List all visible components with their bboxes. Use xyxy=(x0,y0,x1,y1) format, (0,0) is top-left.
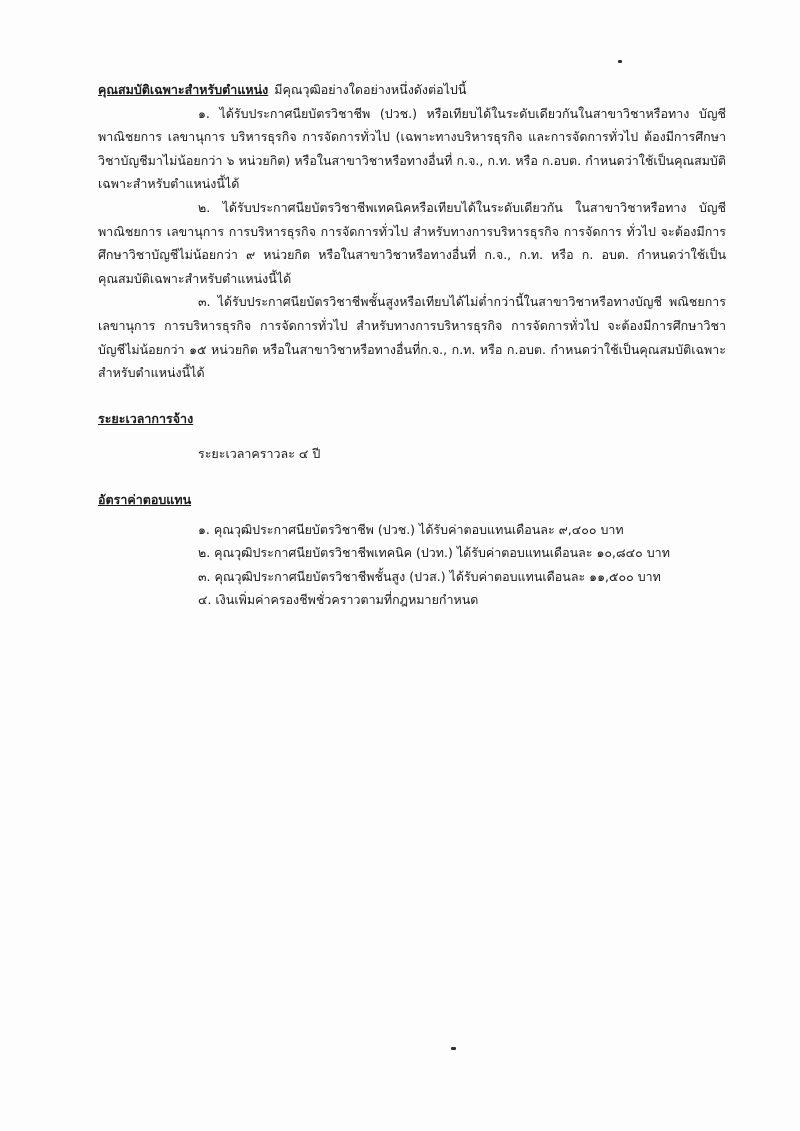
qualifications-heading: คุณสมบัติเฉพาะสำหรับตำแหน่ง xyxy=(98,82,269,97)
scan-speck xyxy=(451,1047,456,1050)
qualification-item: ๓. ได้รับประกาศนียบัตรวิชาชีพชั้นสูงหรือเทียบได้ไม่ต่ำกว่านี้ในสาขาวิชาหรือทางบัญชี พณิชยการ เลขานุการ การบริหารธุรกิจ การจัดการทั่วไป สำหรับทางการบริหารธุรกิจ การจัดการทั่วไป จะต้องมีการศึกษาวิชาบัญชีไม่น้อยกว่า ๑๕ หน่วยกิต หรือในสาขาวิชาหรือทางอื่นที่ก.จ., ก.ท. หรือ ก.อบต. กำหนดว่าใช้เป็นคุณสมบัติเฉพาะสำหรับตำแหน่งนี้ได้ xyxy=(98,294,726,381)
compensation-item: ๒. คุณวุฒิประกาศนียบัตรวิชาชีพเทคนิค (ปวท.) ได้รับค่าตอบแทนเดือนละ ๑๐,๘๔๐ บาท xyxy=(198,545,670,561)
compensation-list xyxy=(198,518,726,612)
document-body xyxy=(98,78,726,612)
qualifications-intro: มีคุณวุฒิอย่างใดอย่างหนึ่งดังต่อไปนี้ xyxy=(274,82,467,97)
scan-speck xyxy=(618,60,622,63)
compensation-item: ๑. คุณวุฒิประกาศนียบัตรวิชาชีพ (ปวช.) ได้รับค่าตอบแทนเดือนละ ๙,๔๐๐ บาท xyxy=(198,521,624,537)
employment-period-text: ระยะเวลาคราวละ ๔ ปี xyxy=(198,446,321,462)
qualifications-heading-line xyxy=(98,78,726,102)
qualification-item: ๑. ได้รับประกาศนียบัตรวิชาชีพ (ปวช.) หรือเทียบได้ในระดับเดียวกันในสาขาวิชาหรือทาง บัญชี พาณิชยการ เลขานุการ บริหารธุรกิจ การจัดการทั่วไป (เฉพาะทางบริหารธุรกิจ และการจัดการทั่วไป ต้องมีการศึกษาวิชาบัญชีมาไม่น้อยกว่า ๖ หน่วยกิต) หรือในสาขาวิชาหรือทางอื่นที่ ก.จ., ก.ท. หรือ ก.อบต. กำหนดว่าใช้เป็นคุณสมบัติเฉพาะสำหรับตำแหน่งนี้ได้ xyxy=(98,105,726,192)
compensation-section xyxy=(98,488,726,612)
compensation-heading: อัตราค่าตอบแทน xyxy=(98,491,192,507)
compensation-item: ๔. เงินเพิ่มค่าครองชีพชั่วคราวตามที่กฎหมายกำหนด xyxy=(198,592,479,608)
employment-period-section xyxy=(98,407,726,466)
compensation-item: ๓. คุณวุฒิประกาศนียบัตรวิชาชีพชั้นสูง (ปวส.) ได้รับค่าตอบแทนเดือนละ ๑๑,๕๐๐ บาท xyxy=(198,568,661,584)
qualification-item: ๒. ได้รับประกาศนียบัตรวิชาชีพเทคนิคหรือเทียบได้ในระดับเดียวกัน ในสาขาวิชาหรือทาง บัญชี พาณิชยการ เลขานุการ การบริหารธุรกิจ การจัดการทั่วไป สำหรับทางการบริหารธุรกิจ การจัดการ ทั่วไป จะต้องมีการศึกษาวิชาบัญชีไม่น้อยกว่า ๙ หน่วยกิต หรือในสาขาวิชาหรือทางอื่นที่ ก.จ., ก.ท. หรือ ก. อบต. กำหนดว่าใช้เป็นคุณสมบัติเฉพาะสำหรับตำแหน่งนี้ได้ xyxy=(98,199,726,286)
employment-period-heading: ระยะเวลาการจ้าง xyxy=(98,410,194,426)
